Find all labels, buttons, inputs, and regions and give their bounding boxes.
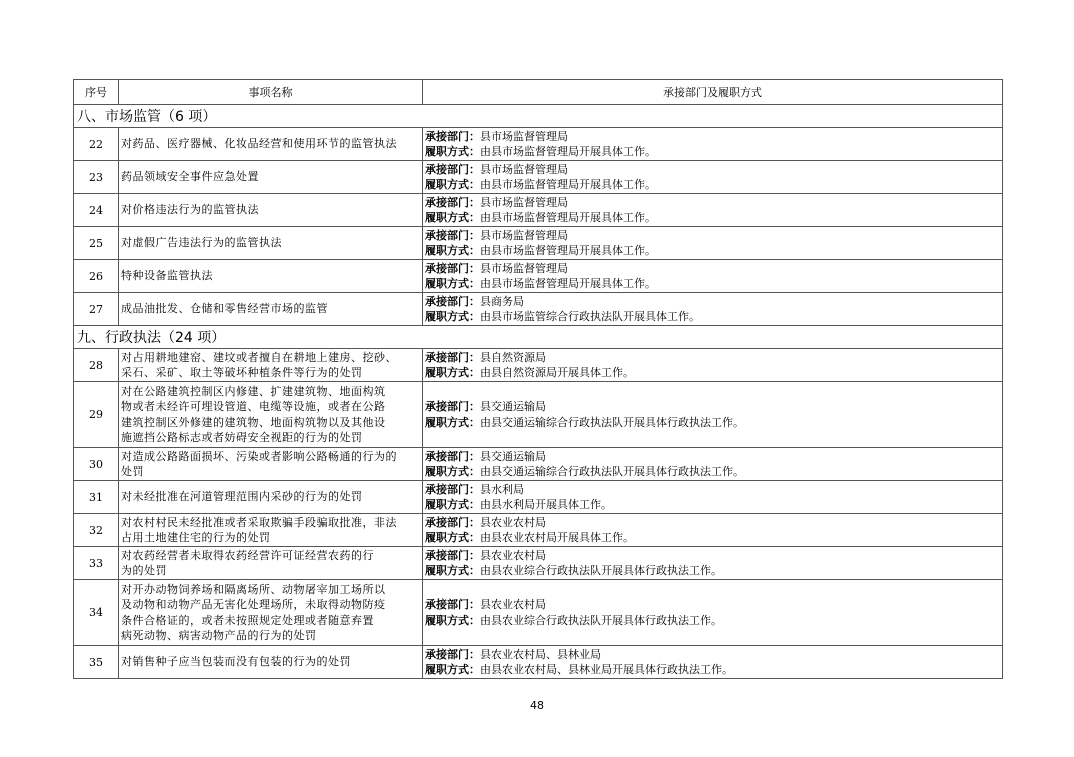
dept-label: 承接部门： [425,400,480,413]
table-header [74,80,1003,105]
row-number: 22 [74,128,119,161]
matter-name: 特种设备监管执法 [119,260,423,293]
matter-name-line: 对在公路建筑控制区内修建、扩建建筑物、地面构筑 [121,384,386,398]
row-number: 31 [74,481,119,514]
dept-value: 县水利局 [480,482,524,496]
dept-cell [423,382,1003,448]
dept-line [425,548,1000,564]
header-index: 序号 [74,80,119,105]
row-number: 34 [74,580,119,646]
method-line [425,243,1000,259]
row-number: 33 [74,547,119,580]
dept-value: 县市场监督管理局 [480,261,568,275]
dept-cell [423,194,1003,227]
dept-value: 县农业农村局 [480,515,546,529]
table-row [74,161,1003,194]
method-value: 由县自然资源局开展具体工作。 [480,366,634,379]
dept-label: 承接部门： [425,482,480,496]
method-label: 履职方式： [425,366,480,379]
header-name: 事项名称 [119,80,423,105]
method-label: 履职方式： [425,564,480,577]
matter-name [119,349,423,382]
dept-cell [423,646,1003,679]
method-line [425,662,1000,678]
dept-value: 县市场监督管理局 [480,228,568,242]
matter-name-line: 物或者未经许可埋设管道、电缆等设施，或者在公路 [121,400,386,413]
matter-name-line: 采石、采矿、取土等破坏种植条件等行为的处罚 [121,366,363,379]
dept-cell [423,547,1003,580]
row-number: 35 [74,646,119,679]
row-number: 29 [74,382,119,448]
method-value: 由县农业农村局、县林业局开展具体行政执法工作。 [480,663,733,676]
method-label: 履职方式： [425,531,480,544]
matter-name: 对价格违法行为的监管执法 [119,194,423,227]
method-label: 履职方式： [425,145,480,158]
section-row [74,326,1003,349]
method-line [425,177,1000,193]
matter-name [119,580,423,646]
table-row [74,646,1003,679]
matter-name: 对虚假广告违法行为的监管执法 [119,227,423,260]
matter-name [119,382,423,448]
method-line [425,464,1000,480]
dept-label: 承接部门： [425,350,480,364]
matter-name [119,128,423,161]
method-value: 由县市场监督管理局开展具体工作。 [480,277,656,290]
dept-cell [423,349,1003,382]
dept-value: 县市场监督管理局 [480,129,568,143]
header-dept: 承接部门及履职方式 [423,80,1003,105]
dept-value: 县商务局 [480,294,524,308]
dept-label: 承接部门： [425,598,480,611]
dept-label: 承接部门： [425,294,480,308]
method-line [425,613,1000,629]
dept-line [425,350,1000,366]
method-label: 履职方式： [425,663,480,676]
row-number: 26 [74,260,119,293]
section-row [74,105,1003,128]
dept-cell [423,514,1003,547]
dept-cell [423,161,1003,194]
method-value: 由县农业综合行政执法队开展具体行政执法工作。 [480,564,722,577]
page-number: 48 [530,699,544,712]
dept-line [425,195,1000,211]
dept-line [425,228,1000,244]
matter-name [119,547,423,580]
dept-value: 县农业农村局、县林业局 [480,647,601,661]
matter-name-line: 病死动物、病害动物产品的行为的处罚 [121,629,317,642]
table-row [74,227,1003,260]
matter-name-line: 对药品、医疗器械、化妆品经营和使用环节的监管执法 [121,137,397,151]
method-label: 履职方式： [425,465,480,478]
method-line [425,497,1000,513]
dept-line [425,261,1000,277]
table-row [74,128,1003,161]
row-number: 27 [74,293,119,326]
table-row [74,349,1003,382]
dept-label: 承接部门： [425,647,480,661]
dept-line [425,597,1000,613]
method-line [425,276,1000,292]
dept-value: 县市场监督管理局 [480,195,568,209]
matter-name-line: 施遮挡公路标志或者妨碍安全视距的行为的处罚 [121,431,363,444]
row-number: 24 [74,194,119,227]
method-line [425,563,1000,579]
matter-name-line: 建筑控制区外修建的建筑物、地面构筑物以及其他设 [121,415,386,429]
matter-name [119,514,423,547]
dept-value: 县市场监督管理局 [480,162,568,176]
dept-cell [423,448,1003,481]
method-line [425,144,1000,160]
method-value: 由县市场监督管理局开展具体工作。 [480,178,656,191]
matter-name: 对未经批准在河道管理范围内采砂的行为的处罚 [119,481,423,514]
table-row [74,514,1003,547]
matter-name-line: 及动物和动物产品无害化处理场所，未取得动物防疫 [121,598,386,611]
method-label: 履职方式： [425,277,480,290]
dept-line [425,162,1000,178]
dept-line [425,515,1000,531]
section-title: 八、市场监管（6 项） [74,105,1003,128]
dept-label: 承接部门： [425,548,480,562]
row-number: 32 [74,514,119,547]
matter-name-line: 条件合格证的，或者未按照规定处理或者随意弃置 [121,613,374,627]
dept-cell [423,293,1003,326]
method-value: 由县交通运输综合行政执法队开展具体行政执法工作。 [480,415,744,429]
method-value: 由县市场监督管理局开展具体工作。 [480,211,656,224]
matter-name-line: 占用土地建住宅的行为的处罚 [121,531,271,544]
dept-value: 县农业农村局 [480,598,546,611]
table-row [74,448,1003,481]
method-label: 履职方式： [425,211,480,224]
dept-label: 承接部门： [425,129,480,143]
matter-name: 药品领域安全事件应急处置 [119,161,423,194]
matters-table [73,79,1003,679]
method-value: 由县交通运输综合行政执法队开展具体行政执法工作。 [480,465,744,478]
method-value: 由县农业综合行政执法队开展具体行政执法工作。 [480,613,722,627]
method-value: 由县市场监督管理局开展具体工作。 [480,244,656,257]
method-line [425,530,1000,546]
matter-name: 成品油批发、仓储和零售经营市场的监管 [119,293,423,326]
table-body [74,105,1003,679]
section-title: 九、行政执法（24 项） [74,326,1003,349]
method-label: 履职方式： [425,178,480,191]
method-line [425,210,1000,226]
table-row [74,580,1003,646]
dept-line [425,482,1000,498]
matter-name-line: 对开办动物饲养场和隔离场所、动物屠宰加工场所以 [121,582,386,596]
dept-cell [423,481,1003,514]
row-number: 23 [74,161,119,194]
dept-line [425,449,1000,465]
dept-cell [423,260,1003,293]
table-row [74,293,1003,326]
dept-label: 承接部门： [425,261,480,275]
dept-cell [423,227,1003,260]
row-number: 25 [74,227,119,260]
matter-name: 对销售种子应当包装而没有包装的行为的处罚 [119,646,423,679]
table-row [74,547,1003,580]
table-row [74,481,1003,514]
dept-line [425,647,1000,663]
dept-label: 承接部门： [425,195,480,209]
method-value: 由县市场监督管理局开展具体工作。 [480,145,656,158]
dept-label: 承接部门： [425,162,480,176]
method-line [425,365,1000,381]
row-number: 30 [74,448,119,481]
method-label: 履职方式： [425,613,480,627]
method-value: 由县市场监管综合行政执法队开展具体工作。 [480,310,700,323]
dept-value: 县农业农村局 [480,548,546,562]
dept-line [425,294,1000,310]
table-row [74,194,1003,227]
method-line [425,309,1000,325]
dept-cell [423,580,1003,646]
matter-name-line: 对农村村民未经批准或者采取欺骗手段骗取批准，非法 [121,515,397,529]
dept-value: 县交通运输局 [480,400,546,413]
dept-label: 承接部门： [425,228,480,242]
method-line [425,415,1000,431]
method-value: 由县水利局开展具体工作。 [480,498,612,511]
row-number: 28 [74,349,119,382]
dept-label: 承接部门： [425,449,480,463]
dept-label: 承接部门： [425,515,480,529]
method-label: 履职方式： [425,498,480,511]
dept-line [425,129,1000,145]
matter-name-line: 为的处罚 [121,564,167,577]
method-label: 履职方式： [425,244,480,257]
method-value: 由县农业农村局开展具体工作。 [480,531,634,544]
dept-line [425,399,1000,415]
matter-name [119,448,423,481]
table-row [74,382,1003,448]
method-label: 履职方式： [425,310,480,323]
dept-value: 县交通运输局 [480,449,546,463]
method-label: 履职方式： [425,415,480,429]
matter-name-line: 对农药经营者未取得农药经营许可证经营农药的行 [121,548,374,562]
dept-cell [423,128,1003,161]
table-row [74,260,1003,293]
matter-name-line: 对占用耕地建窑、建坟或者擅自在耕地上建房、挖砂、 [121,350,397,364]
matter-name-line: 处罚 [121,465,144,478]
matter-name-line: 对造成公路路面损坏、污染或者影响公路畅通的行为的 [121,449,397,463]
dept-value: 县自然资源局 [480,350,546,364]
